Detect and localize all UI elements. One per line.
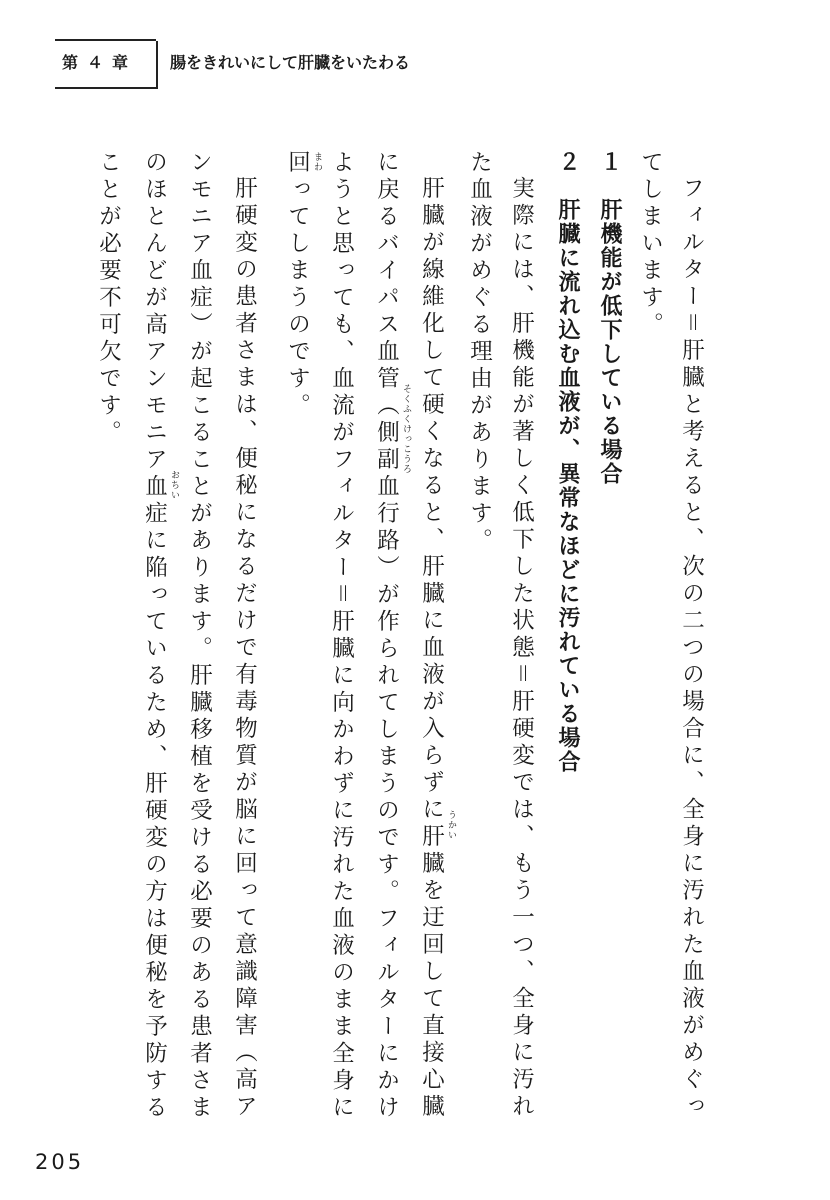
section-heading: ２ 肝臓に流れ込む血液が、異常なほどに汚れている場合 [555, 150, 580, 774]
text-column: 肝臓が線維化して硬くなると、肝臓に血液が入らずに肝臓を迂回して直接心臓 [418, 176, 445, 1121]
ruby-annotation: そくふくけっこうろ [401, 384, 411, 474]
page-number: 205 [35, 1150, 85, 1174]
text-column: ンモニア血症）が起こることがあります。肝臓移植を受ける必要のある患者さま [186, 150, 213, 1122]
ruby-annotation: まわ [312, 152, 322, 172]
text-column: 回ってしまうのです。 [284, 150, 311, 420]
ruby-annotation: うかい [446, 810, 456, 840]
text-column: に戻るバイパス血管（側副血行路）が作られてしまうのです。フィルターにかけ [373, 150, 400, 1122]
text-column: てしまいます。 [637, 150, 664, 339]
text-column: ことが必要不可欠です。 [95, 150, 122, 447]
chapter-title: 腸をきれいにして肝臓をいたわる [170, 53, 411, 72]
text-column: た血液がめぐる理由があります。 [466, 150, 493, 555]
text-column: 肝硬変の患者さまは、便秘になるだけで有毒物質が脳に回って意識障害（高ア [231, 176, 258, 1121]
text-column: 実際には、肝機能が著しく低下した状態＝肝硬変では、もう一つ、全身に汚れ [508, 176, 535, 1121]
ruby-annotation: おちい [169, 470, 179, 500]
text-column: フィルター＝肝臓と考えると、次の二つの場合に、全身に汚れた血液がめぐっ [678, 176, 705, 1121]
chapter-label: 第４章 [62, 53, 138, 72]
section-heading: １ 肝機能が低下している場合 [597, 150, 622, 486]
text-column: のほとんどが高アンモニア血症に陥っているため、肝硬変の方は便秘を予防する [141, 150, 168, 1122]
text-column: ようと思っても、血流がフィルター＝肝臓に向かわずに汚れた血液のまま全身に [328, 150, 355, 1122]
